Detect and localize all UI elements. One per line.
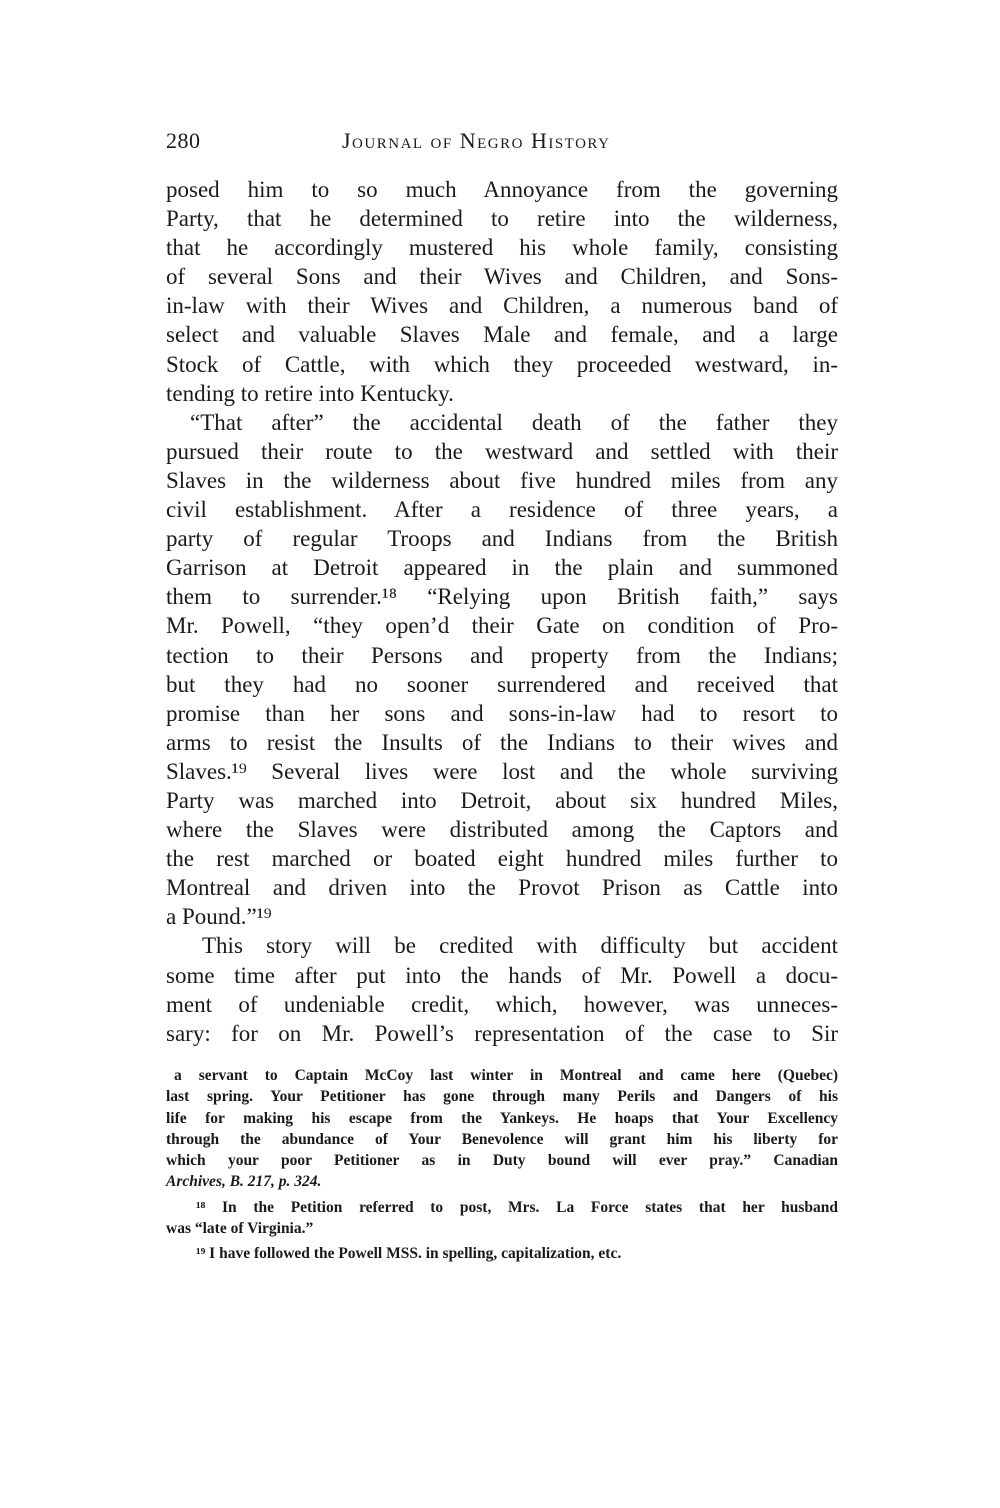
footnote-line: Archives, B. 217, p. 324. [166, 1173, 322, 1191]
body-line: civil establishment. After a residence of three years, a [166, 497, 838, 523]
body-line: party of regular Troops and Indians from the British [166, 526, 838, 552]
body-line: ment of undeniable credit, which, however, was unneces- [166, 991, 838, 1017]
body-line: that he accordingly mustered his whole family, consisting [166, 235, 838, 261]
body-line: but they had no sooner surrendered and received that [166, 671, 838, 697]
journal-title: Journal of Negro History [342, 128, 611, 153]
footnote-line: which your poor Petitioner as in Duty bound will ever pray.” Canadian [166, 1152, 838, 1170]
body-line: where the Slaves were distributed among the Captors and [166, 817, 838, 843]
body-line: promise than her sons and sons-in-law had to resort to [166, 700, 838, 726]
body-line: Mr. Powell, “they open’d their Gate on condition of Pro- [166, 613, 838, 639]
footnotes [166, 1065, 838, 1265]
body-line: posed him to so much Annoyance from the governing [166, 177, 838, 202]
body-text [166, 175, 838, 1048]
body-line: in-law with their Wives and Children, a numerous band of [166, 293, 838, 319]
body-line: a Pound.”¹⁹ [166, 904, 272, 930]
footnote-19: ¹⁹ I have followed the Powell MSS. in spelling, capitalization, etc. [196, 1245, 622, 1263]
footnote-18: ¹⁸ In the Petition referred to post, Mrs. La Force states that her husband [196, 1198, 838, 1216]
body-line: Montreal and driven into the Provot Prison as Cattle into [166, 875, 838, 901]
footnote-line: life for making his escape from the Yankeys. He hoaps that Your Excellency [166, 1109, 838, 1127]
footnote-line: was “late of Virginia.” [166, 1220, 314, 1238]
body-line: Party was marched into Detroit, about six hundred Miles, [166, 787, 838, 813]
footnote-line: through the abundance of Your Benevolence will grant him his liberty for [166, 1130, 838, 1148]
running-head [166, 128, 838, 158]
body-line: Party, that he determined to retire into the wilderness, [166, 206, 838, 232]
body-line: select and valuable Slaves Male and female, and a large [166, 322, 838, 348]
footnote-line: a servant to Captain McCoy last winter in Montreal and came here (Quebec) [174, 1067, 838, 1084]
body-line: the rest marched or boated eight hundred miles further to [166, 846, 838, 872]
footnote-line: last spring. Your Petitioner has gone through many Perils and Dangers of his [166, 1088, 838, 1106]
body-line: This story will be credited with difficulty but accident [202, 933, 838, 959]
body-line: Slaves.¹⁹ Several lives were lost and the whole surviving [166, 758, 838, 784]
body-line: them to surrender.¹⁸ “Relying upon British faith,” says [166, 584, 838, 610]
body-line: Garrison at Detroit appeared in the plain and summoned [166, 555, 838, 581]
body-line: Stock of Cattle, with which they proceeded westward, in- [166, 351, 838, 377]
body-line: some time after put into the hands of Mr. Powell a docu- [166, 962, 838, 988]
body-line: of several Sons and their Wives and Children, and Sons- [166, 264, 838, 290]
body-line: Slaves in the wilderness about five hundred miles from any [166, 467, 838, 493]
body-line: tending to retire into Kentucky. [166, 380, 454, 406]
body-line: pursued their route to the westward and settled with their [166, 438, 838, 464]
document-page [166, 0, 838, 1508]
body-line: sary: for on Mr. Powell’s representation of the case to Sir [166, 1020, 838, 1046]
body-line: “That after” the accidental death of the father they [190, 409, 838, 435]
page-number: 280 [166, 128, 201, 153]
body-line: arms to resist the Insults of the Indians to their wives and [166, 729, 838, 755]
body-line: tection to their Persons and property from the Indians; [166, 642, 838, 668]
